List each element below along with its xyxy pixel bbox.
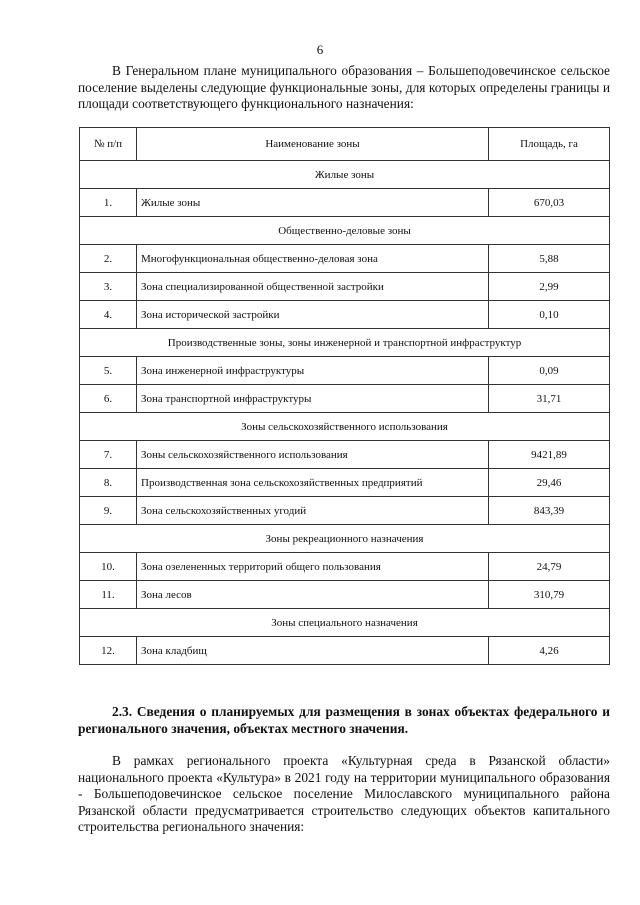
page-number: 6	[316, 42, 324, 57]
body-paragraph: В рамках регионального проекта «Культурная среда в Рязанской области» национального проекта «Культура» в 2021 году на территории муниципального образования - Большеподовечинское сельское поселение Милославского муниципального района Рязанской области предусматривается строительство следующих объектов капитального строительства регионального значения:	[78, 753, 610, 835]
table-row: 9. Зона сельскохозяйственных угодий 843,39	[80, 497, 610, 525]
table-row: 3. Зона специализированной общественной застройки 2,99	[80, 273, 610, 301]
table-row: 12. Зона кладбищ 4,26	[80, 637, 610, 665]
table-row: 7. Зоны сельскохозяйственного использования 9421,89	[80, 441, 610, 469]
intro-paragraph: В Генеральном плане муниципального образования – Большеподовечинское сельское поселение выделены следующие функциональные зоны, для которых определены границы и площади соответствующего функционального назначения:	[78, 63, 610, 112]
group-row: Зоны специального назначения	[80, 609, 610, 637]
table-row: 2. Многофункциональная общественно-деловая зона 5,88	[80, 245, 610, 273]
table-row: 4. Зона исторической застройки 0,10	[80, 301, 610, 329]
group-row: Общественно-деловые зоны	[80, 217, 610, 245]
table-row: 10. Зона озелененных территорий общего пользования 24,79	[80, 553, 610, 581]
zones-table	[79, 127, 610, 665]
table-row: 6. Зона транспортной инфраструктуры 31,71	[80, 385, 610, 413]
group-row: Производственные зоны, зоны инженерной и транспортной инфраструктур	[80, 329, 610, 357]
table-header-row	[80, 128, 610, 161]
header-name: Наименование зоны	[137, 128, 489, 161]
group-row: Жилые зоны	[80, 161, 610, 189]
section-heading: 2.3. Сведения о планируемых для размещения в зонах объектах федерального и регионального значения, объектах местного значения.	[78, 704, 610, 736]
table-row: 8. Производственная зона сельскохозяйственных предприятий 29,46	[80, 469, 610, 497]
table-row: 5. Зона инженерной инфраструктуры 0,09	[80, 357, 610, 385]
header-area: Площадь, га	[489, 128, 610, 161]
table-row: 1. Жилые зоны 670,03	[80, 189, 610, 217]
group-row: Зоны рекреационного назначения	[80, 525, 610, 553]
group-row: Зоны сельскохозяйственного использования	[80, 413, 610, 441]
table-row: 11. Зона лесов 310,79	[80, 581, 610, 609]
header-num: № п/п	[80, 128, 137, 161]
